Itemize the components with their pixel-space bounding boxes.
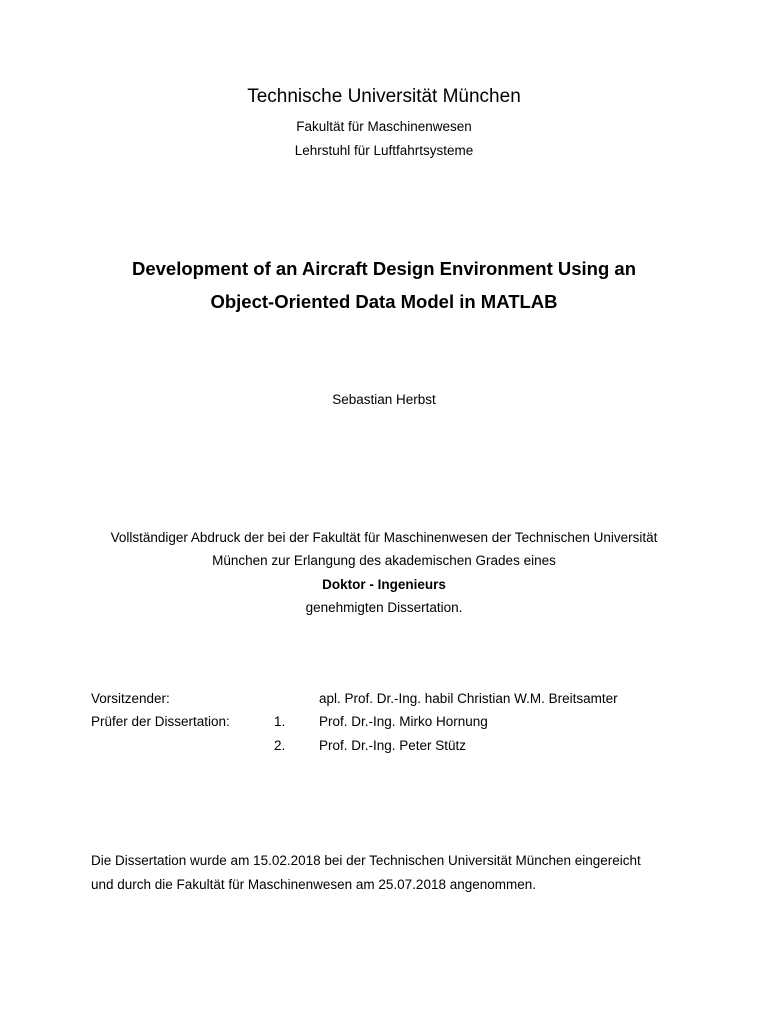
faculty-name: Fakultät für Maschinenwesen: [296, 119, 472, 134]
committee-chair-name: apl. Prof. Dr.-Ing. habil Christian W.M. Breitsamter: [319, 691, 618, 706]
chair-name: Lehrstuhl für Luftfahrtsysteme: [294, 143, 474, 158]
university-name: Technische Universität München: [247, 86, 521, 107]
degree-title: Doktor - Ingenieurs: [322, 577, 446, 592]
statement-line-1: Vollständiger Abdruck der bei der Fakultät für Maschinenwesen der Technischen Universität: [110, 530, 658, 545]
statement-line-2: München zur Erlangung des akademischen Grades eines: [212, 553, 556, 568]
examiner-name: Prof. Dr.-Ing. Mirko Hornung: [319, 714, 488, 729]
submission-line-1: Die Dissertation wurde am 15.02.2018 bei der Technischen Universität München eingereicht: [91, 853, 641, 868]
examiner-number: 1.: [274, 714, 286, 729]
examiners-label: Prüfer der Dissertation:: [91, 714, 230, 729]
thesis-title-line-1: Development of an Aircraft Design Environment Using an: [131, 258, 637, 279]
committee-chair-label: Vorsitzender:: [91, 691, 170, 706]
statement-line-4: genehmigten Dissertation.: [305, 600, 463, 615]
examiner-name: Prof. Dr.-Ing. Peter Stütz: [319, 738, 467, 753]
examiner-number: 2.: [274, 738, 286, 753]
author-name: Sebastian Herbst: [332, 392, 436, 407]
thesis-title-line-2: Object-Oriented Data Model in MATLAB: [210, 291, 558, 312]
submission-line-2: und durch die Fakultät für Maschinenwesen am 25.07.2018 angenommen.: [91, 877, 537, 892]
